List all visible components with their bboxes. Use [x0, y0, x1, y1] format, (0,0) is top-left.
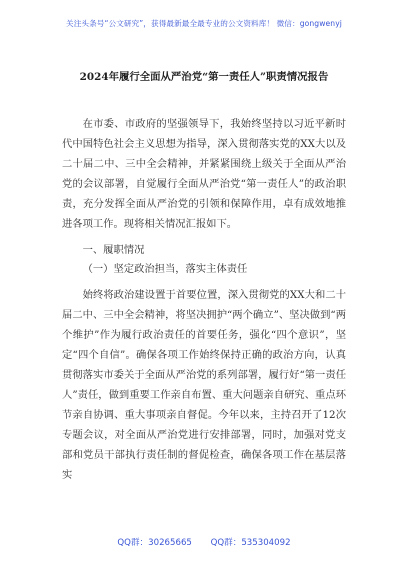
- section-heading: 一、履职情况: [82, 243, 145, 256]
- intro-paragraph: 在市委、市政府的坚强领导下，我始终坚持以习近平新时代中国特色社会主义思想为指导，深入贯彻落实党的XX大以及二十届二中、三中全会精神，并紧紧围绕上级关于全面从严治党的会议部署，自觉履行全面从严治党“第一责任人”的政治职责，充分发挥全面从严治党的引领和保障作用，卓有成效地推进各项工作。现将相关情况汇报如下。: [62, 118, 346, 231]
- document-body: [62, 114, 346, 486]
- qq-group-1: QQ群：30265665: [117, 538, 192, 548]
- subsection-paragraph: 始终将政治建设置于首要位置，深入贯彻党的XX大和二十届二中、三中全会精神，将坚决拥护“两个确立”、坚决做到“两个维护”作为履行政治责任的首要任务，强化“四个意识”，坚定“四个自信”。确保各项工作始终保持正确的政治方向，认真贯彻落实市委关于全面从严治党的系列部署，履行好“第一责任人”责任，做到重要工作亲自布置、重大问题亲自研究、重点环节亲自协调、重大事项亲自督促。今年以来，主持召开了12次专题会议，对全面从严治党进行安排部署，同时，加强对党支部和党员干部执行责任制的督促检查，确保各项工作在基层落实: [62, 288, 346, 482]
- document-title: 2024年履行全面从严治党“第一责任人”职责情况报告: [79, 71, 329, 83]
- header-banner: 关注头条号“公文研究”，获得最新最全最专业的公文资料库！ 微信：gongwenyj: [66, 19, 342, 28]
- footer-contact: [0, 536, 408, 548]
- subsection-heading: （一）坚定政治担当，落实主体责任: [82, 262, 248, 275]
- qq-group-2: QQ群：535304092: [210, 538, 291, 548]
